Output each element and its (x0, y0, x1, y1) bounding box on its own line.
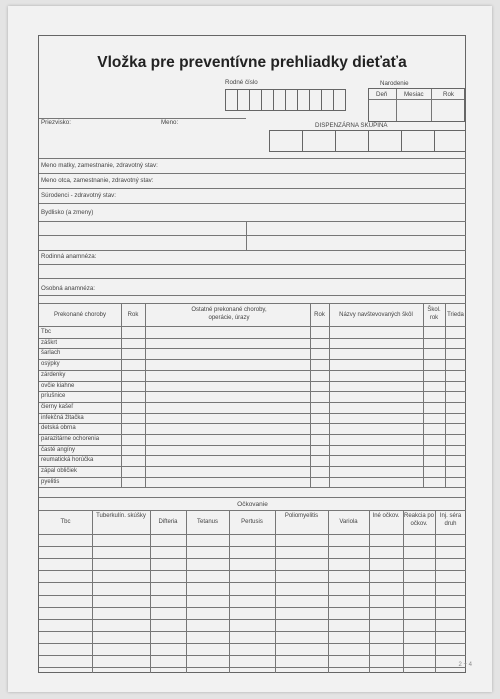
dispenzarna-field[interactable] (269, 130, 466, 152)
otec-label: Meno otca, zamestnanie, zdravotný stav: (41, 177, 154, 184)
vaccination-header: Pertusis (241, 519, 263, 525)
disease-row-line (39, 466, 466, 467)
disease-row-line (39, 359, 466, 360)
vaccination-header: Variola (339, 519, 358, 525)
page-mark: 2 + 4 (458, 662, 472, 668)
vaccination-header-line (39, 534, 466, 535)
vaccination-row-line (39, 582, 466, 583)
disease-label: šarlach (41, 350, 61, 357)
vaccination-row-line (39, 595, 466, 596)
disease-row-line (39, 370, 466, 371)
vaccination-header: Iné očkov. (372, 513, 400, 519)
vaccination-header: Poliomyelitis (284, 513, 319, 519)
disease-row-line (39, 391, 466, 392)
narodenie-label: Narodenie (380, 80, 409, 87)
skoly-header: Názvy navštevovaných škôl (339, 312, 413, 318)
disease-row-line (39, 413, 466, 414)
disease-label: časté angíny (41, 446, 76, 453)
disease-label: zárdenky (41, 371, 66, 378)
disease-label: čierny kašeľ (41, 403, 74, 410)
ockovanie-title: Očkovanie (237, 501, 268, 508)
ostatne-header: Ostatné prekonané choroby, operácie, úrazy (191, 307, 267, 321)
prekonane-header: Prekonané choroby (53, 312, 107, 318)
disease-label: infekčná žltačka (41, 414, 84, 421)
form-frame (38, 35, 466, 673)
osobna-anamneza-label: Osobná anamnéza: (41, 285, 96, 292)
dispenzarna-label: DISPENZÁRNA SKUPINA (315, 122, 388, 129)
vaccination-row-line (39, 558, 466, 559)
vaccination-header: Tetanus (196, 519, 218, 525)
disease-row-line (39, 423, 466, 424)
vaccination-header: Inj. séra druh (439, 513, 462, 527)
disease-label: detská obrna (41, 425, 76, 432)
disease-label: Tbc (41, 329, 52, 335)
vaccination-row-line (39, 570, 466, 571)
trieda-header: Trieda (447, 312, 464, 318)
disease-row-line (39, 477, 466, 478)
vaccination-row-line (39, 643, 466, 644)
vaccination-row-line (39, 631, 466, 632)
disease-label: osýpky (41, 361, 60, 368)
meno-label: Meno: (161, 119, 179, 126)
disease-row-line (39, 381, 466, 382)
disease-label: reumatická horúčka (41, 457, 94, 464)
vaccination-row-line (39, 667, 466, 668)
priezvisko-label: Priezvisko: (41, 119, 71, 126)
rodinna-anamneza-label: Rodinná anamnéza: (41, 253, 97, 260)
disease-row-line (39, 402, 466, 403)
rok2-header: Rok (314, 312, 325, 318)
disease-row-line (39, 338, 466, 339)
rok1-header: Rok (127, 312, 139, 318)
bydlisko-label: Bydlisko (a zmeny) (41, 209, 94, 216)
disease-label: ovčie kiahne (41, 382, 75, 389)
form-title: Vložka pre preventívne prehliadky dieťaťa (97, 54, 407, 71)
mesiac-label: Mesiac (404, 91, 424, 98)
disease-label: záškrt (41, 339, 58, 346)
disease-row-line (39, 445, 466, 446)
vaccination-header: Difteria (158, 519, 178, 525)
vaccination-row-line (39, 607, 466, 608)
vaccination-row-line (39, 546, 466, 547)
vaccination-row-line (39, 619, 466, 620)
den-label: Deň (376, 91, 388, 98)
vaccination-header: Tbc (60, 519, 71, 525)
rodne-cislo-field[interactable] (225, 89, 346, 111)
skol-rok-header: Škol. rok (427, 307, 441, 321)
vaccination-row-line (39, 655, 466, 656)
surodenci-label: Súrodenci - zdravotný stav: (41, 192, 116, 199)
vaccination-header: Tuberkulín. skúšky (96, 513, 146, 519)
disease-row-line (39, 455, 466, 456)
disease-label: pyelitis (41, 478, 60, 485)
matka-label: Meno matky, zamestnanie, zdravotný stav: (41, 162, 158, 169)
form-sheet (8, 6, 492, 692)
vaccination-header: Reakcia po očkov. (403, 513, 435, 527)
rok-label: Rok (443, 91, 455, 98)
priezvisko-line (39, 118, 246, 119)
disease-label: zápal obličiek (41, 468, 78, 475)
disease-label: príušnice (41, 393, 66, 400)
rodne-cislo-label: Rodné číslo (225, 79, 258, 86)
disease-row-line (39, 434, 466, 435)
disease-label: parazitárne ochorenia (41, 436, 100, 442)
disease-row-line (39, 348, 466, 349)
